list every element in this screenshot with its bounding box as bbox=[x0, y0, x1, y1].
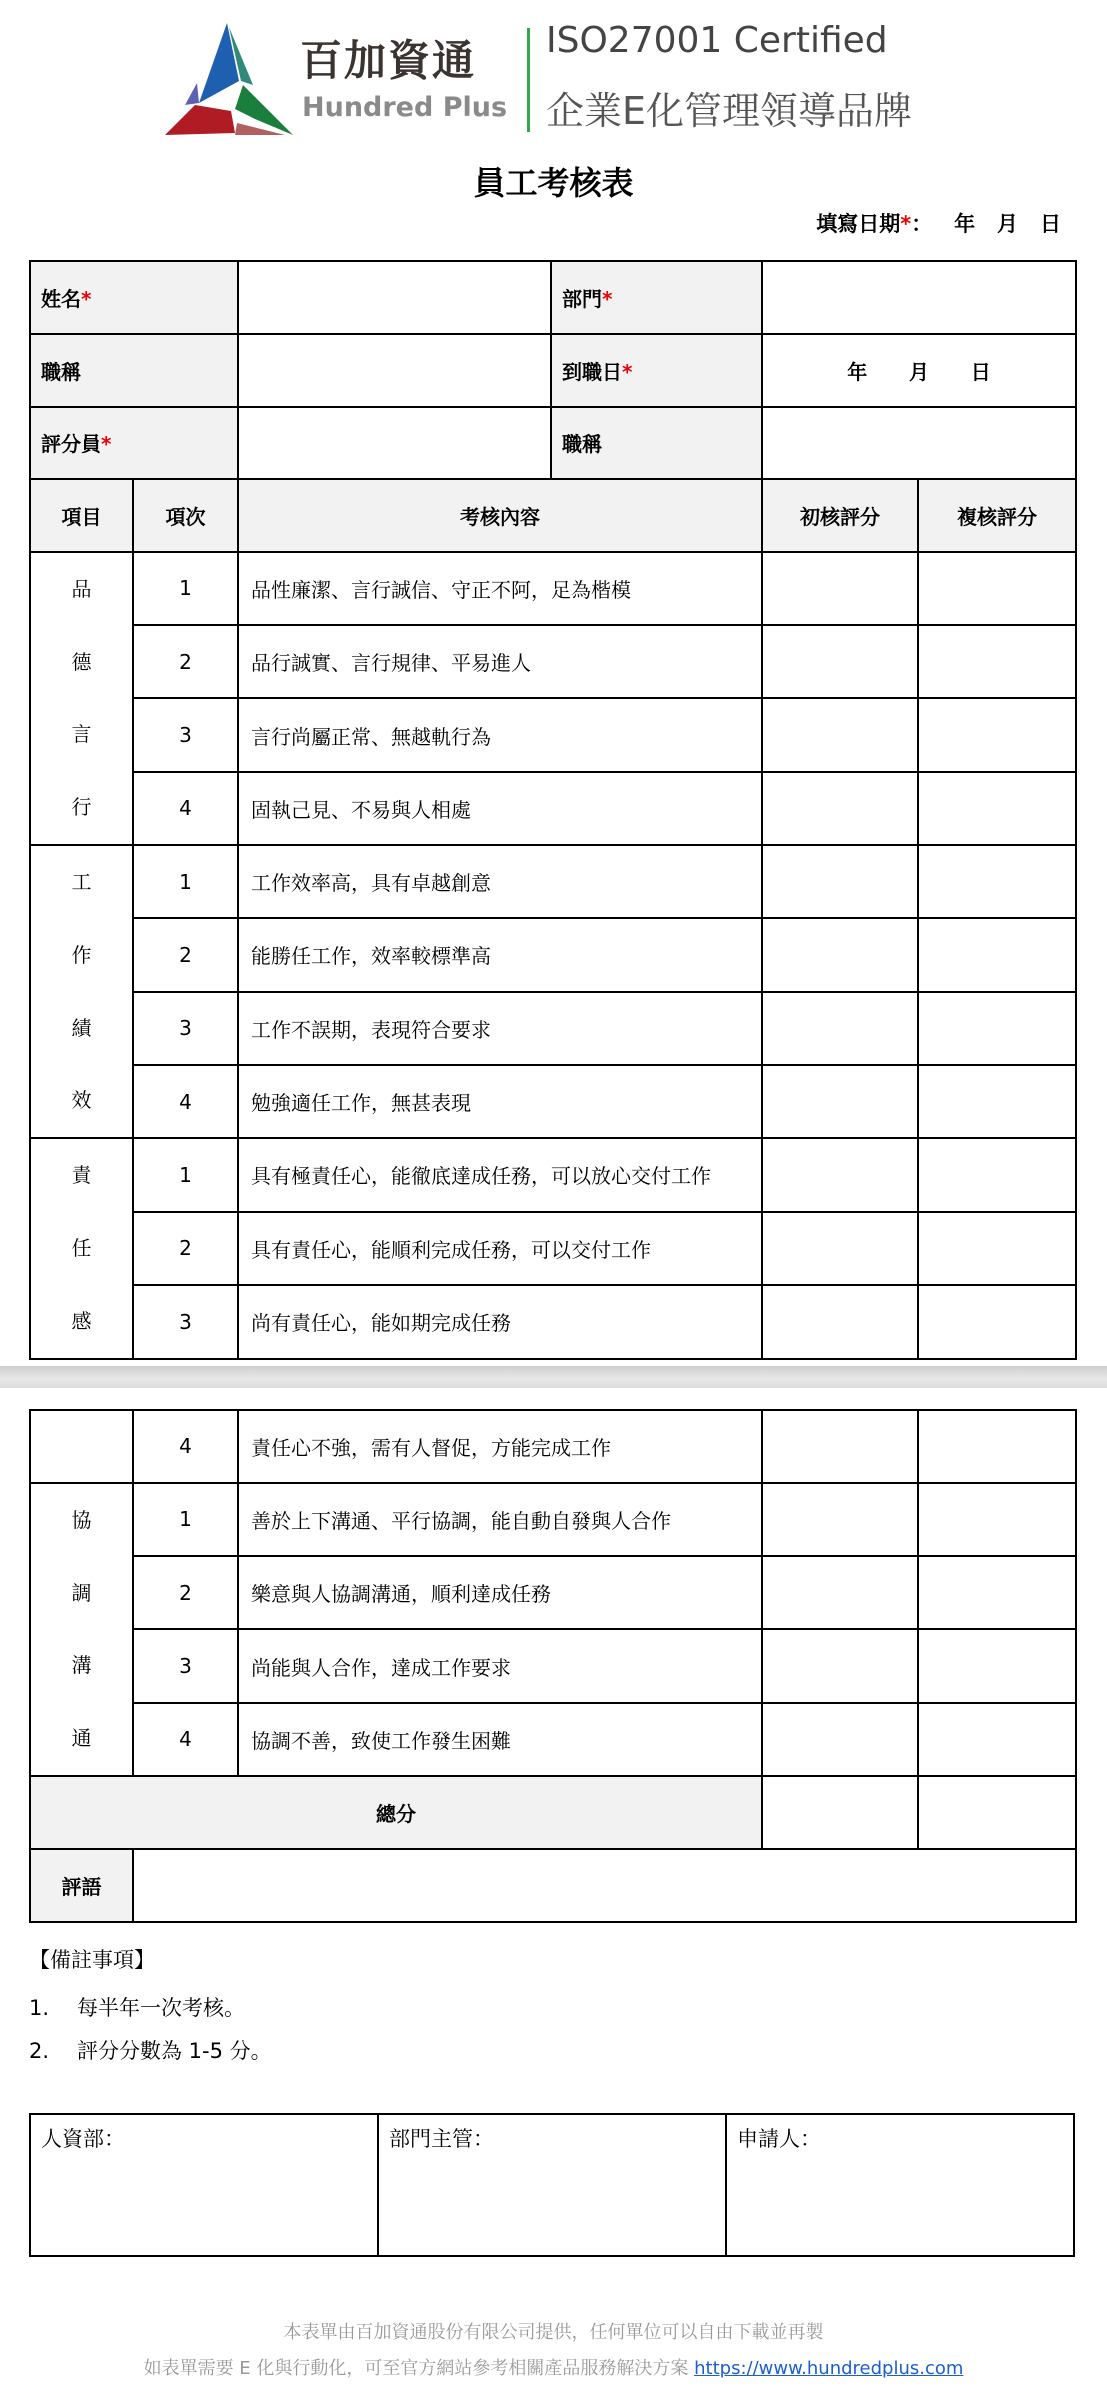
review-score-field[interactable] bbox=[918, 1556, 1076, 1629]
item-criteria: 工作不誤期，表現符合要求 bbox=[238, 992, 762, 1065]
note-item: 2. 評分分數為 1-5 分。 bbox=[29, 2039, 272, 2063]
review-score-field[interactable] bbox=[918, 552, 1076, 625]
column-header: 項次 bbox=[133, 479, 238, 552]
item-criteria: 具有極責任心，能徹底達成任務，可以放心交付工作 bbox=[238, 1138, 762, 1211]
total-score-review[interactable] bbox=[918, 1776, 1076, 1849]
review-score-field[interactable] bbox=[918, 772, 1076, 845]
initial-score-field[interactable] bbox=[762, 1703, 918, 1776]
review-score-field[interactable] bbox=[918, 1483, 1076, 1556]
table-row bbox=[30, 1285, 1076, 1358]
table-row bbox=[30, 1212, 1076, 1285]
footer-line-1: 本表單由百加資通股份有限公司提供，任何單位可以自由下載並再製 bbox=[283, 2322, 824, 2343]
initial-score-field[interactable] bbox=[762, 845, 918, 918]
name-label: 姓名* bbox=[30, 261, 238, 334]
item-number: 4 bbox=[133, 1703, 238, 1776]
item-number: 2 bbox=[133, 1556, 238, 1629]
category-label: 品 德 言 行 bbox=[30, 552, 133, 845]
table-row bbox=[30, 1703, 1076, 1776]
review-score-field[interactable] bbox=[918, 1703, 1076, 1776]
column-header: 初核評分 bbox=[762, 479, 918, 552]
initial-score-field[interactable] bbox=[762, 1138, 918, 1211]
item-number: 2 bbox=[133, 918, 238, 991]
comment-field[interactable] bbox=[133, 1849, 1076, 1922]
table-row bbox=[30, 918, 1076, 991]
item-criteria: 責任心不強，需有人督促，方能完成工作 bbox=[238, 1410, 762, 1483]
table-row bbox=[30, 992, 1076, 1065]
table-row bbox=[30, 625, 1076, 698]
item-number: 1 bbox=[133, 552, 238, 625]
item-criteria: 協調不善，致使工作發生困難 bbox=[238, 1703, 762, 1776]
website-link[interactable]: https://www.hundredplus.com bbox=[694, 2358, 964, 2379]
evaluation-table-continued bbox=[29, 1409, 1077, 1923]
item-criteria: 勉強適任工作，無甚表現 bbox=[238, 1065, 762, 1138]
item-number: 3 bbox=[133, 698, 238, 771]
brand-divider bbox=[527, 28, 530, 132]
notes-title: 【備註事項】 bbox=[29, 1948, 155, 1972]
table-row bbox=[30, 1483, 1076, 1556]
job-title-label: 職稱 bbox=[30, 334, 238, 407]
hire-date-field[interactable]: 年 月 日 bbox=[762, 334, 1076, 407]
item-criteria: 尚有責任心，能如期完成任務 bbox=[238, 1285, 762, 1358]
page-title: 員工考核表 bbox=[473, 164, 634, 202]
initial-score-field[interactable] bbox=[762, 1285, 918, 1358]
item-criteria: 固執己見、不易與人相處 bbox=[238, 772, 762, 845]
initial-score-field[interactable] bbox=[762, 1065, 918, 1138]
review-score-field[interactable] bbox=[918, 1410, 1076, 1483]
name-field[interactable] bbox=[238, 261, 551, 334]
review-score-field[interactable] bbox=[918, 1285, 1076, 1358]
item-number: 4 bbox=[133, 1065, 238, 1138]
review-score-field[interactable] bbox=[918, 1138, 1076, 1211]
category-label: 工 作 績 效 bbox=[30, 845, 133, 1138]
initial-score-field[interactable] bbox=[762, 1410, 918, 1483]
item-number: 3 bbox=[133, 992, 238, 1065]
review-score-field[interactable] bbox=[918, 625, 1076, 698]
job-title-field[interactable] bbox=[238, 334, 551, 407]
date-value[interactable]: ： 年 月 日 bbox=[911, 212, 1061, 236]
initial-score-field[interactable] bbox=[762, 1212, 918, 1285]
item-number: 2 bbox=[133, 625, 238, 698]
category-label: 協 調 溝 通 bbox=[30, 1483, 133, 1776]
initial-score-field[interactable] bbox=[762, 1629, 918, 1702]
signature-dept-manager[interactable]: 部門主管： bbox=[378, 2114, 726, 2256]
item-criteria: 樂意與人協調溝通，順利達成任務 bbox=[238, 1556, 762, 1629]
initial-score-field[interactable] bbox=[762, 552, 918, 625]
reviewer-title-label: 職稱 bbox=[551, 407, 762, 480]
brand-name-cn: 百加資通 bbox=[300, 36, 477, 85]
column-header: 複核評分 bbox=[918, 479, 1076, 552]
required-mark: * bbox=[900, 212, 912, 236]
cert-text: ISO27001 Certified bbox=[546, 20, 888, 61]
initial-score-field[interactable] bbox=[762, 992, 918, 1065]
table-row bbox=[30, 845, 1076, 918]
item-criteria: 品性廉潔、言行誠信、守正不阿，足為楷模 bbox=[238, 552, 762, 625]
item-criteria: 善於上下溝通、平行協調，能自動自發與人合作 bbox=[238, 1483, 762, 1556]
column-header: 項目 bbox=[30, 479, 133, 552]
initial-score-field[interactable] bbox=[762, 772, 918, 845]
info-table bbox=[29, 260, 1077, 480]
page-break bbox=[0, 1366, 1107, 1388]
item-number: 3 bbox=[133, 1285, 238, 1358]
slogan: 企業E化管理領導品牌 bbox=[546, 89, 913, 133]
table-row bbox=[30, 1138, 1076, 1211]
item-number: 3 bbox=[133, 1629, 238, 1702]
fill-date bbox=[816, 208, 1061, 238]
review-score-field[interactable] bbox=[918, 1065, 1076, 1138]
initial-score-field[interactable] bbox=[762, 625, 918, 698]
signature-applicant[interactable]: 申請人： bbox=[726, 2114, 1074, 2256]
initial-score-field[interactable] bbox=[762, 1556, 918, 1629]
item-criteria: 品行誠實、言行規律、平易進人 bbox=[238, 625, 762, 698]
category-label: 責 任 感 bbox=[30, 1138, 133, 1358]
signature-table bbox=[29, 2113, 1075, 2257]
table-row bbox=[30, 1556, 1076, 1629]
comment-label: 評語 bbox=[30, 1849, 133, 1922]
table-row bbox=[30, 552, 1076, 625]
item-number: 1 bbox=[133, 845, 238, 918]
brand-name-en: Hundred Plus bbox=[302, 92, 508, 123]
initial-score-field[interactable] bbox=[762, 1483, 918, 1556]
footer-line-2: 如表單需要 E 化與行動化，可至官方網站參考相關產品服務解決方案 https://www.hundredplus.com bbox=[143, 2358, 964, 2379]
item-number: 4 bbox=[133, 1410, 238, 1483]
review-score-field[interactable] bbox=[918, 698, 1076, 771]
hire-date-label: 到職日* bbox=[551, 334, 762, 407]
item-criteria: 言行尚屬正常、無越軌行為 bbox=[238, 698, 762, 771]
review-score-field[interactable] bbox=[918, 918, 1076, 991]
reviewer-field[interactable] bbox=[238, 407, 551, 480]
logo-icon bbox=[165, 23, 293, 141]
table-row bbox=[30, 698, 1076, 771]
item-criteria: 工作效率高，具有卓越創意 bbox=[238, 845, 762, 918]
total-label: 總分 bbox=[30, 1776, 762, 1849]
item-criteria: 能勝任工作，效率較標準高 bbox=[238, 918, 762, 991]
review-score-field[interactable] bbox=[918, 992, 1076, 1065]
dept-field[interactable] bbox=[762, 261, 1076, 334]
category-label-continued bbox=[30, 1410, 133, 1483]
dept-label: 部門* bbox=[551, 261, 762, 334]
initial-score-field[interactable] bbox=[762, 918, 918, 991]
review-score-field[interactable] bbox=[918, 1212, 1076, 1285]
column-header: 考核內容 bbox=[238, 479, 762, 552]
reviewer-label: 評分員* bbox=[30, 407, 238, 480]
review-score-field[interactable] bbox=[918, 845, 1076, 918]
item-number: 2 bbox=[133, 1212, 238, 1285]
note-item: 1. 每半年一次考核。 bbox=[29, 1996, 245, 2020]
evaluation-table bbox=[29, 478, 1077, 1360]
initial-score-field[interactable] bbox=[762, 698, 918, 771]
date-label: 填寫日期 bbox=[816, 212, 901, 236]
table-row bbox=[30, 1410, 1076, 1483]
item-criteria: 具有責任心，能順利完成任務，可以交付工作 bbox=[238, 1212, 762, 1285]
item-number: 1 bbox=[133, 1138, 238, 1211]
review-score-field[interactable] bbox=[918, 1629, 1076, 1702]
item-number: 4 bbox=[133, 772, 238, 845]
signature-hr[interactable]: 人資部： bbox=[30, 2114, 378, 2256]
total-score-initial[interactable] bbox=[762, 1776, 918, 1849]
item-criteria: 尚能與人合作，達成工作要求 bbox=[238, 1629, 762, 1702]
table-row bbox=[30, 1065, 1076, 1138]
table-row bbox=[30, 772, 1076, 845]
reviewer-title-field[interactable] bbox=[762, 407, 1076, 480]
item-number: 1 bbox=[133, 1483, 238, 1556]
table-row bbox=[30, 1629, 1076, 1702]
